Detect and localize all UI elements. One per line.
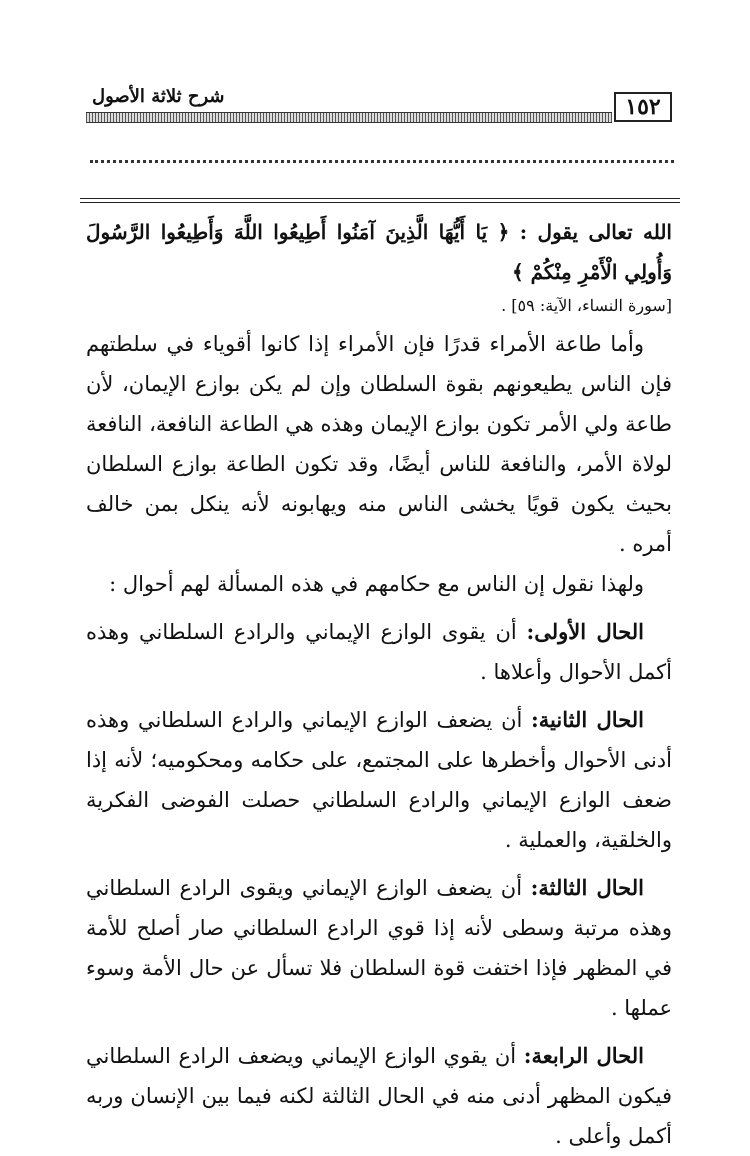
page-body	[86, 212, 672, 1156]
case-1	[86, 612, 672, 692]
case-4	[86, 1036, 672, 1156]
verse-citation: [سورة النساء، الآية: ٥٩] .	[501, 296, 672, 315]
case-2-text: أن يضعف الوازع الإيماني والرادع السلطاني وهذه أدنى الأحوال وأخطرها على المجتمع، على حكامه ومحكوميه؛ لأنه إذا ضعف الوازع الإيماني والرادع السلطاني حصلت الفوضى الفكرية والخلقية، والعملية .	[86, 708, 672, 852]
case-3	[86, 868, 672, 1028]
header-hatched-rule	[86, 112, 612, 123]
dotted-separator	[90, 160, 674, 163]
page-number: ١٥٢	[625, 94, 661, 120]
book-title: شرح ثلاثة الأصول	[92, 86, 225, 107]
verse-intro: الله تعالى يقول :	[509, 220, 672, 244]
case-3-text: أن يضعف الوازع الإيماني ويقوى الرادع السلطاني وهذه مرتبة وسطى لأنه إذا قوي الرادع السلطاني صار أصلح للأمة في المظهر فإذا اختفت قوة السلطان فلا تسأل عن حال الأمة وسوء عملها .	[86, 876, 672, 1020]
case-3-label: الحال الثالثة:	[530, 875, 644, 900]
page-header	[86, 84, 672, 128]
paragraph-intro-cases: ولهذا نقول إن الناس مع حكامهم في هذه المسألة لهم أحوال :	[109, 572, 644, 596]
quran-verse: ﴿ يَا أَيُّهَا الَّذِينَ آمَنُوا أَطِيعُوا اللَّهَ وَأَطِيعُوا الرَّسُولَ وَأُولِي الْأَمْرِ مِنْكُمْ ﴾	[86, 220, 672, 284]
page-number-box	[614, 92, 672, 122]
case-4-text: أن يقوي الوازع الإيماني ويضعف الرادع السلطاني فيكون المظهر أدنى منه في الحال الثالثة لكنه فيما بين الإنسان وربه أكمل وأعلى .	[86, 1044, 672, 1148]
double-rule	[80, 198, 680, 203]
case-1-label: الحال الأولى:	[526, 619, 644, 644]
paragraph-obedience: وأما طاعة الأمراء قدرًا فإن الأمراء إذا كانوا أقوياء في سلطتهم فإن الناس يطيعونهم بقوة السلطان وإن لم يكن بوازع الإيمان، لأن طاعة ولي الأمر تكون بوازع الإيمان وهذه هي الطاعة النافعة، النافعة لولاة الأمر، والنافعة للناس أيضًا، وقد تكون الطاعة بوازع السلطان بحيث يكون قويًا يخشى الناس منه ويهابونه لأنه ينكل بمن خالف أمره .	[86, 332, 672, 556]
verse-line	[86, 212, 672, 292]
case-2	[86, 700, 672, 860]
case-1-text: أن يقوى الوازع الإيماني والرادع السلطاني وهذه أكمل الأحوال وأعلاها .	[86, 620, 672, 684]
case-4-label: الحال الرابعة:	[523, 1043, 644, 1068]
case-2-label: الحال الثانية:	[531, 707, 644, 732]
